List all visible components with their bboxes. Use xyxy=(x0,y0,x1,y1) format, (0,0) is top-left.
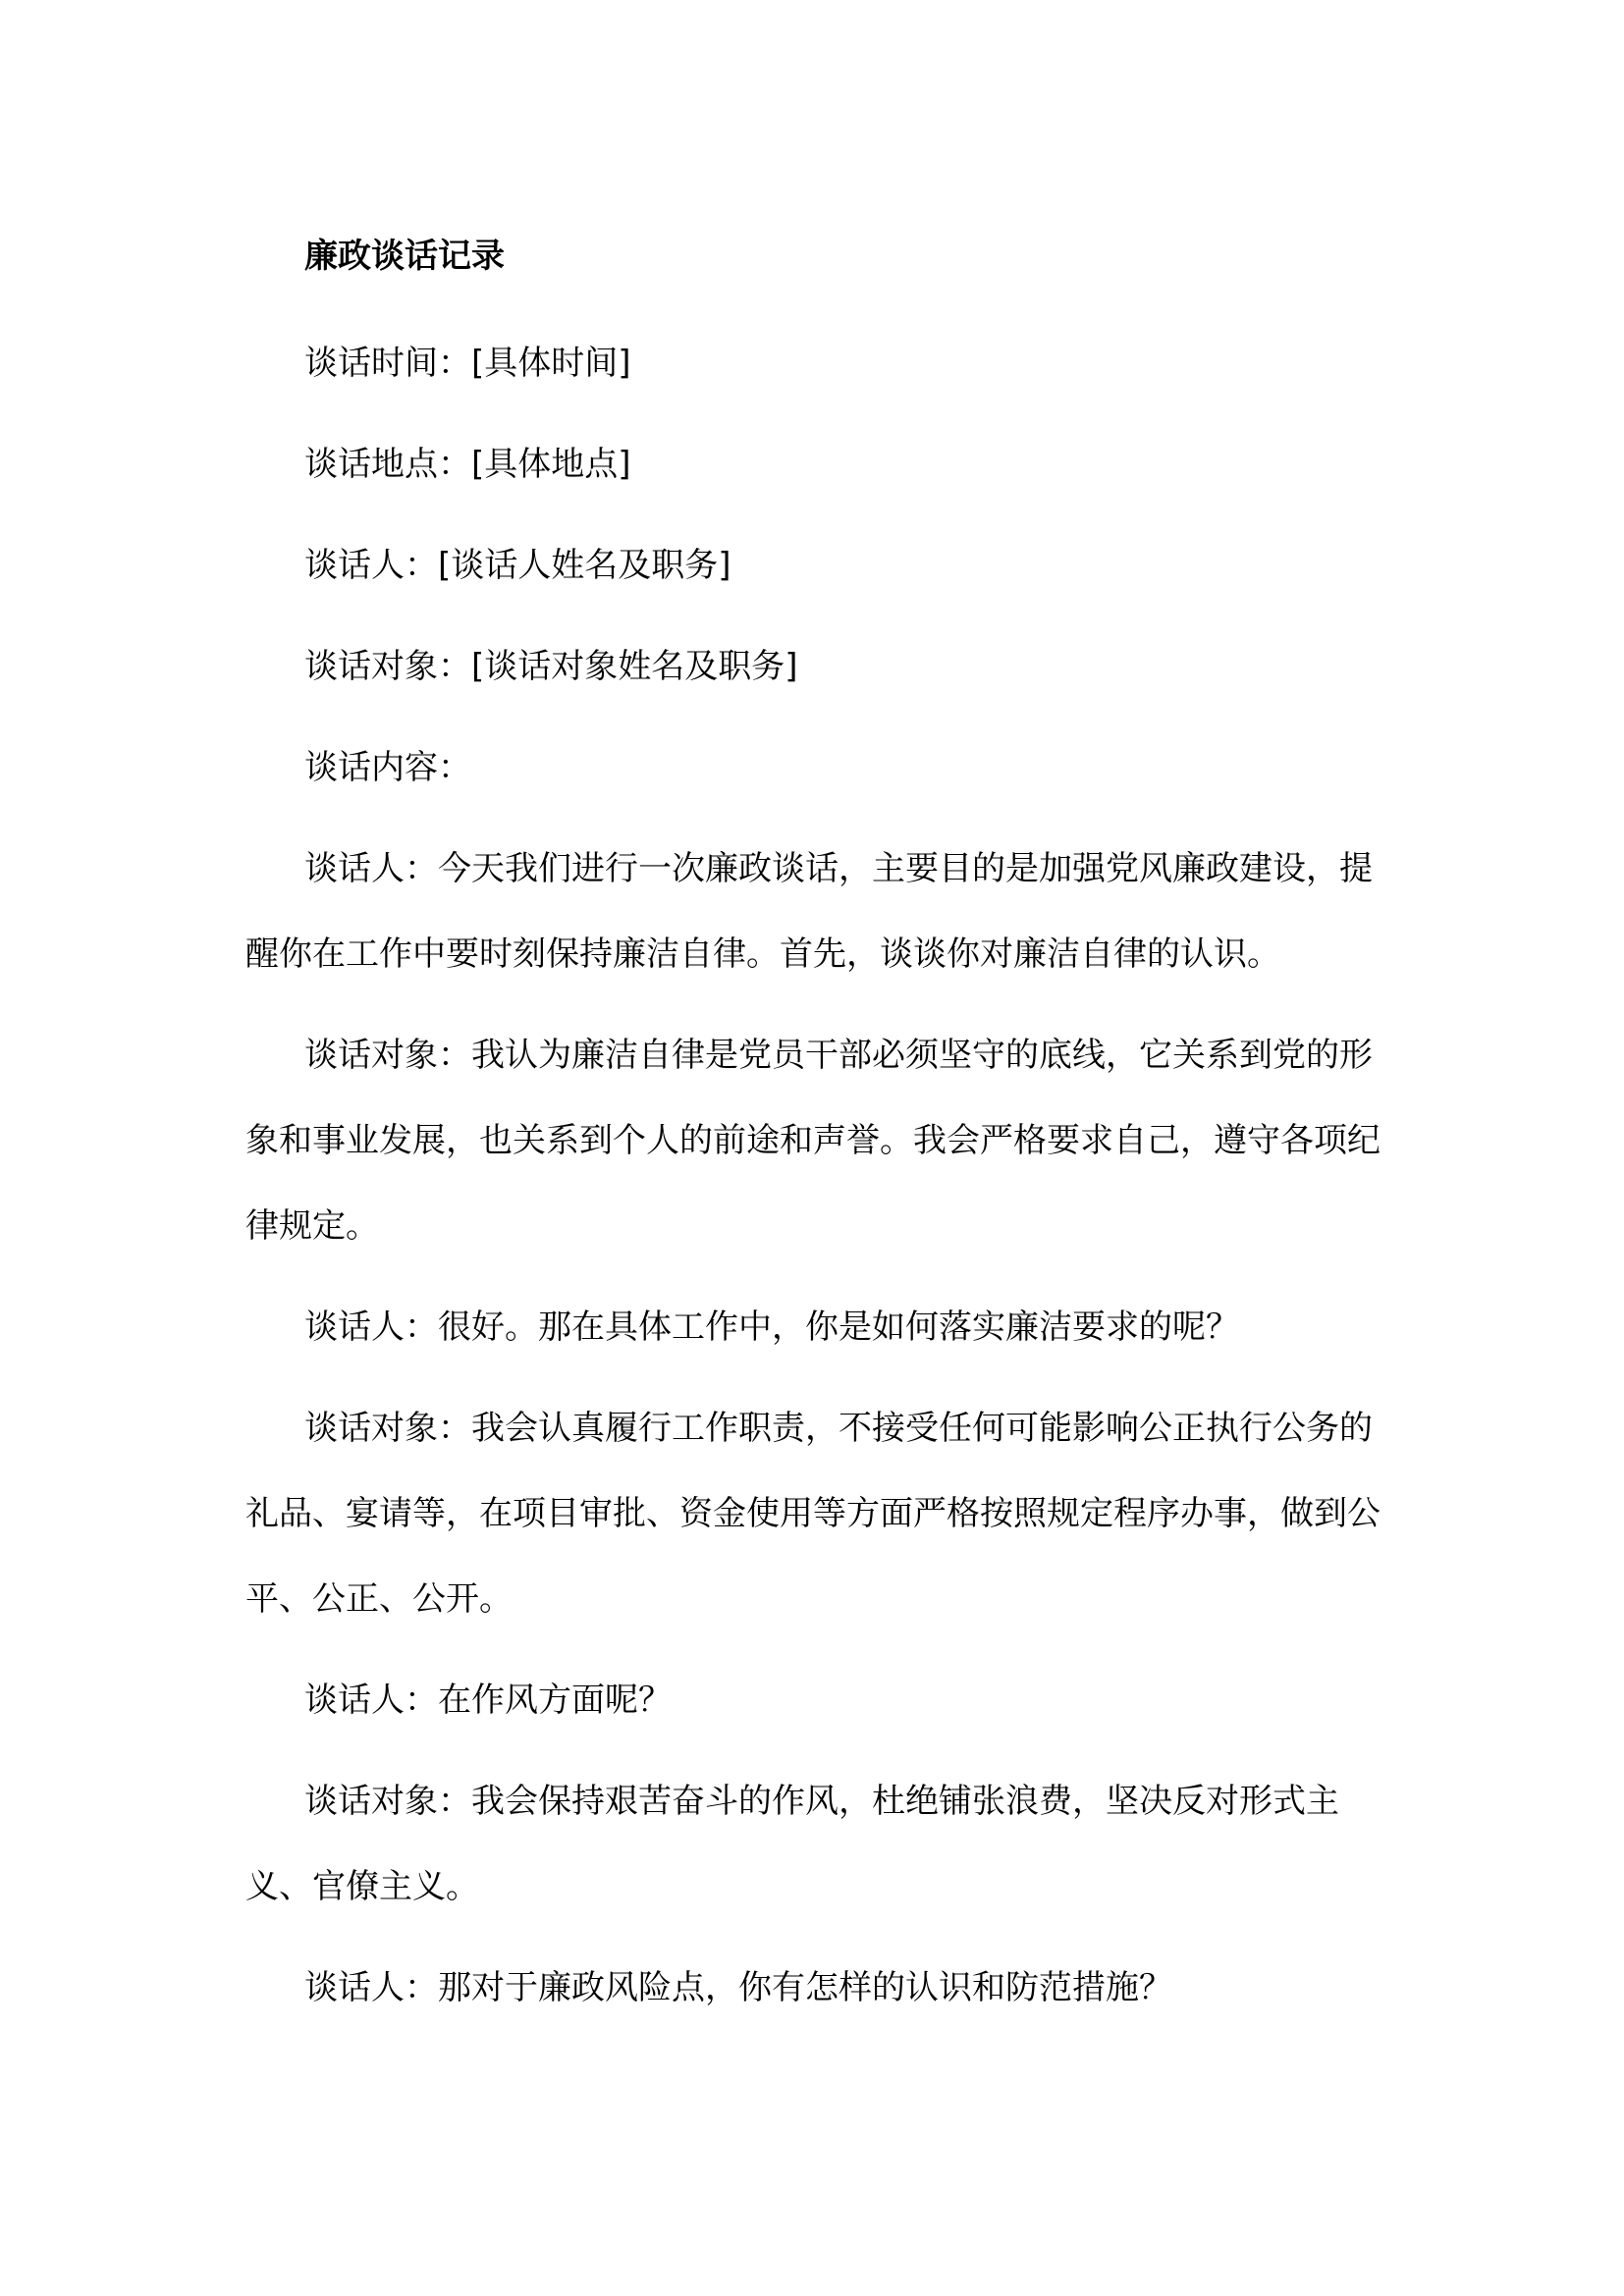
field-label: 谈话地点： xyxy=(304,445,471,484)
dialogue-paragraph xyxy=(245,827,1384,997)
dialogue-paragraph xyxy=(245,1386,1384,1642)
dialogue-text: 我认为廉洁自律是党员干部必须坚守的底线，它关系到党的形象和事业发展，也关系到个人的前途和声誉。我会严格要求自己，遵守各项纪律规定。 xyxy=(245,1036,1380,1246)
field-label: 谈话对象： xyxy=(304,647,471,686)
speaker-label: 谈话人： xyxy=(304,1308,438,1347)
dialogue-text: 那对于廉政风险点，你有怎样的认识和防范措施？ xyxy=(438,1968,1172,2007)
field-interviewer xyxy=(245,523,1384,609)
document-body xyxy=(245,220,1384,2047)
field-label: 谈话内容： xyxy=(304,748,471,787)
speaker-label: 谈话人： xyxy=(304,1968,438,2007)
speaker-label: 谈话对象： xyxy=(304,1036,471,1075)
dialogue-paragraph xyxy=(245,1946,1384,2031)
dialogue-paragraph xyxy=(245,1759,1384,1930)
dialogue-text: 很好。那在具体工作中，你是如何落实廉洁要求的呢？ xyxy=(438,1308,1239,1347)
field-interviewee xyxy=(245,624,1384,710)
document-title: 廉政谈话记录 xyxy=(304,237,505,276)
dialogue-text: 今天我们进行一次廉政谈话，主要目的是加强党风廉政建设，提醒你在工作中要时刻保持廉洁自律。首先，谈谈你对廉洁自律的认识。 xyxy=(245,849,1373,974)
field-value: [具体时间] xyxy=(471,344,631,383)
field-value: [具体地点] xyxy=(471,445,631,484)
dialogue-text: 我会认真履行工作职责，不接受任何可能影响公正执行公务的礼品、宴请等，在项目审批、资金使用等方面严格按照规定程序办事，做到公平、公正、公开。 xyxy=(245,1409,1380,1619)
speaker-label: 谈话对象： xyxy=(304,1409,471,1448)
field-label: 谈话人： xyxy=(304,546,438,585)
field-location xyxy=(245,422,1384,507)
field-content xyxy=(245,725,1384,811)
speaker-label: 谈话人： xyxy=(304,1681,438,1720)
dialogue-text: 我会保持艰苦奋斗的作风，杜绝铺张浪费，坚决反对形式主义、官僚主义。 xyxy=(245,1782,1339,1906)
dialogue-text: 在作风方面呢？ xyxy=(438,1681,672,1720)
speaker-label: 谈话对象： xyxy=(304,1782,471,1821)
speaker-label: 谈话人： xyxy=(304,849,438,888)
field-time xyxy=(245,321,1384,406)
field-label: 谈话时间： xyxy=(304,344,471,383)
dialogue-paragraph xyxy=(245,1658,1384,1743)
dialogue-paragraph xyxy=(245,1285,1384,1370)
field-value: [谈话对象姓名及职务] xyxy=(471,647,798,686)
dialogue-paragraph xyxy=(245,1013,1384,1269)
field-value: [谈话人姓名及职务] xyxy=(438,546,731,585)
